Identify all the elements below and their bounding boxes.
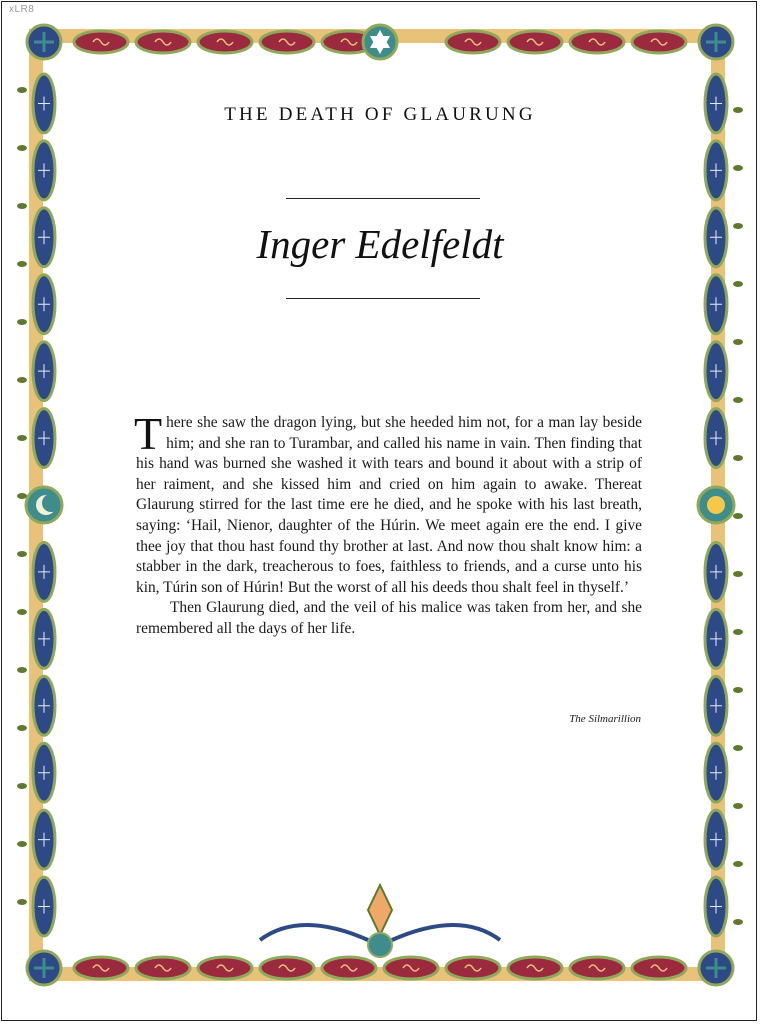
paragraph-1: [134, 408, 642, 598]
leaf: [17, 87, 27, 93]
leaf: [17, 783, 27, 789]
leaf: [17, 551, 27, 557]
leaf: [733, 513, 743, 519]
title-rule-bottom: [286, 298, 480, 299]
drop-cap: T: [134, 408, 163, 459]
leaf: [733, 281, 743, 287]
leaf: [17, 319, 27, 325]
leaf: [733, 629, 743, 635]
bottom-scroll-right: [392, 925, 500, 940]
leaf: [733, 687, 743, 693]
leaf: [17, 493, 27, 499]
leaf: [733, 107, 743, 113]
leaf: [17, 667, 27, 673]
leaf: [17, 435, 27, 441]
bottom-scroll-left: [260, 925, 368, 940]
leaf: [17, 725, 27, 731]
bottom-medallion: [368, 933, 392, 957]
leaf: [17, 261, 27, 267]
leaf: [733, 803, 743, 809]
leaf: [733, 919, 743, 925]
leaf: [17, 841, 27, 847]
sun-icon: [707, 496, 725, 514]
leaf: [733, 223, 743, 229]
leaf: [733, 339, 743, 345]
leaf: [733, 165, 743, 171]
leaf: [17, 203, 27, 209]
leaf: [733, 571, 743, 577]
leaf: [733, 397, 743, 403]
quote-passage: [134, 408, 642, 640]
leaf: [733, 455, 743, 461]
watermark: xLR8: [9, 4, 35, 15]
artist-name: Inger Edelfeldt: [256, 221, 504, 267]
chapter-title: THE DEATH OF GLAURUNG: [224, 104, 536, 125]
leaf: [17, 899, 27, 905]
crescent-cutout: [42, 494, 60, 512]
page-content: [90, 80, 670, 900]
paragraph-1-text: here she saw the dragon lying, but she heeded him not, for a man lay beside him; and she ran to Turambar, and called his name in vain. Then finding that his hand was burned she washed it with tears and bound it about with a strip of her raiment, and she kissed him and cried on him again to awake. Thereat Glaurung stirred for the last time ere he died, and he spoke with his last breath, saying: ‘Hail, Nienor, daughter of the Húrin. We meet again ere the end. I give thee joy that thou hast found thy brother at last. And now thou shalt know him: a stabber in the dark, treacherous to foes, faithless to friends, and a curse unto his kin, Túrin son of Húrin! But the worst of all his deeds thou shalt feel in thyself.’: [136, 414, 642, 596]
title-rule-top: [286, 198, 480, 199]
source-citation: The Silmarillion: [569, 713, 641, 725]
leaf: [17, 377, 27, 383]
leaf: [17, 609, 27, 615]
leaf: [733, 745, 743, 751]
leaf: [17, 145, 27, 151]
paragraph-2: Then Glaurung died, and the veil of his malice was taken from her, and she remembered all the days of her life.: [136, 599, 642, 637]
leaf: [733, 861, 743, 867]
